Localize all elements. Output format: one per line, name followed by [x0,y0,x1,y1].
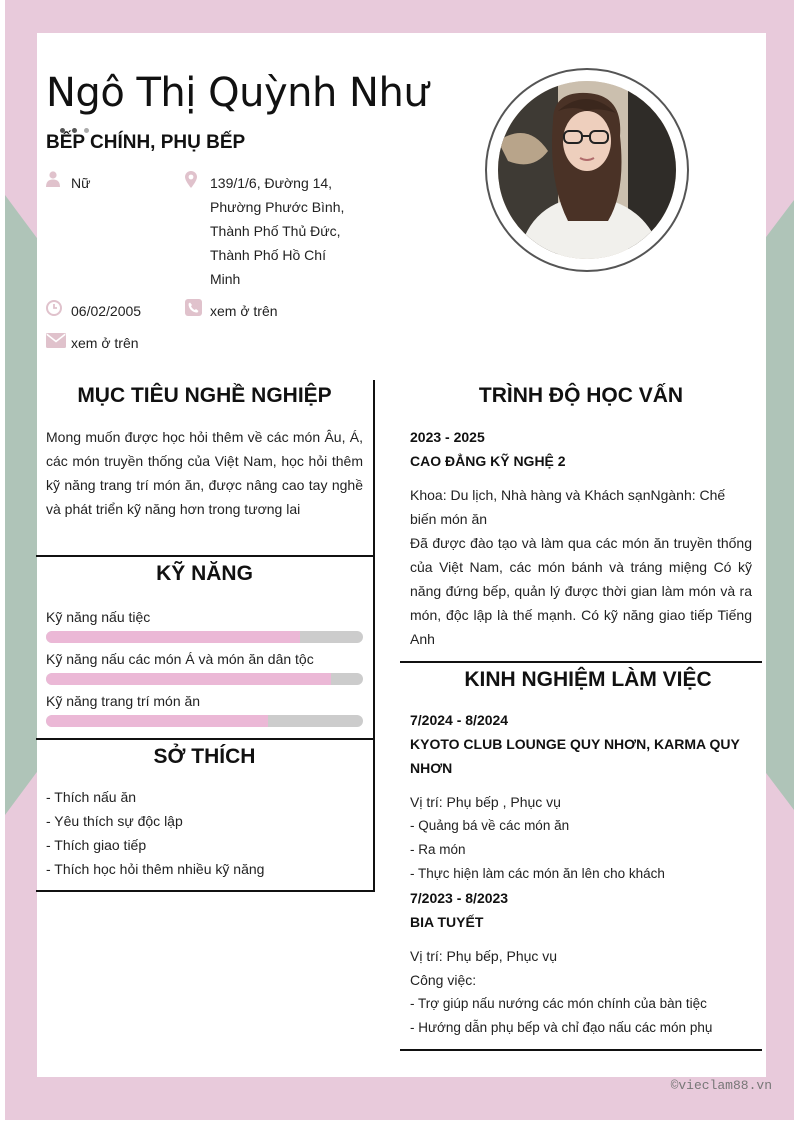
list-item: - Thích nấu ăn [46,789,137,805]
skills-title: KỸ NĂNG [156,562,253,585]
section-divider [36,890,375,892]
location-pin-icon [185,171,197,193]
job-line: Vị trí: Phụ bếp, Phục vụ [410,948,558,964]
job-line: Công việc: [410,972,477,988]
job-period: 7/2023 - 8/2023 [410,890,509,906]
column-divider [373,380,375,892]
hobbies-list [46,785,363,881]
job-line: - Thực hiện làm các món ăn lên cho khách [410,866,665,881]
objective-title: MỤC TIÊU NGHỀ NGHIỆP [77,384,332,407]
skill-label: Kỹ năng trang trí món ăn [46,693,201,709]
avatar [498,81,676,259]
education-school: CAO ĐẲNG KỸ NGHỆ 2 [410,453,566,469]
section-divider [36,738,375,740]
experience-title: KINH NGHIỆM LÀM VIỆC [464,668,712,691]
address-line: Thành Phố Thủ Đức, [210,223,341,239]
address-line: Phường Phước Bình, [210,199,345,215]
birthday-value: 06/02/2005 [71,303,142,319]
job-line: - Hướng dẫn phụ bếp và chỉ đạo nấu các món phụ [410,1020,713,1035]
skill-bar [46,715,363,727]
skill-label: Kỹ năng nấu tiệc [46,609,151,625]
section-divider [36,555,375,557]
address-line: 139/1/6, Đường 14, [210,175,333,191]
list-item: - Yêu thích sự độc lập [46,813,183,829]
address-line: Minh [210,271,241,287]
user-icon [46,171,60,192]
clock-icon [46,300,62,321]
list-item: - Thích giao tiếp [46,837,147,853]
job-line: - Ra món [410,842,466,857]
list-item: - Thích học hỏi thêm nhiều kỹ năng [46,861,265,877]
skill-bar-fill [46,631,300,643]
skill-bar-fill [46,673,331,685]
job-line: Vị trí: Phụ bếp , Phục vụ [410,794,561,810]
hobbies-title: SỞ THÍCH [153,745,256,768]
objective-text: Mong muốn được học hỏi thêm về các món Âu, Á, các món truyền thống của Việt Nam, học hỏi thêm kỹ năng trang trí món ăn, được nâng cao tay nghề và phát triển kỹ năng hơn trong tương lai [46,429,363,517]
phone-value: xem ở trên [210,303,278,319]
candidate-name: Ngô Thị Quỳnh Như [46,70,429,116]
skill-label: Kỹ năng nấu các món Á và món ăn dân tộc [46,651,314,667]
education-title: TRÌNH ĐỘ HỌC VẤN [478,384,684,407]
job-company: BIA TUYẾT [410,914,484,930]
education-period: 2023 - 2025 [410,429,485,445]
gender-value: Nữ [71,175,91,191]
email-value: xem ở trên [71,335,139,351]
education-detail: Đã được đào tạo và làm qua các món ăn truyền thống của Việt Nam, các món bánh và tráng miệng Có kỹ năng đứng bếp, quản lý được thời gian làm món và ra món, độc lập là thế mạnh. Có kỹ năng giao tiếp Tiếng Anh [410,535,752,647]
education-major: Khoa: Du lịch, Nhà hàng và Khách sạnNgành: Chế biến món ăn [410,487,726,527]
section-divider [400,1049,762,1051]
job-company: KYOTO CLUB LOUNGE QUY NHƠN, KARMA QUY NHƠN [410,736,740,776]
job-line: - Trợ giúp nấu nướng các món chính của bàn tiệc [410,996,707,1011]
address-line: Thành Phố Hồ Chí [210,247,326,263]
skill-bar-fill [46,715,268,727]
job-title: BẾP CHÍNH, PHỤ BẾP [46,132,246,153]
footer-credit: ©vieclam88.vn [670,1078,772,1093]
job-period: 7/2024 - 8/2024 [410,712,509,728]
section-divider [400,661,762,663]
address-value [210,171,350,291]
skill-bar [46,631,363,643]
phone-icon [185,299,202,321]
envelope-icon [46,333,66,353]
job-line: - Quảng bá về các món ăn [410,818,570,833]
skill-bar [46,673,363,685]
